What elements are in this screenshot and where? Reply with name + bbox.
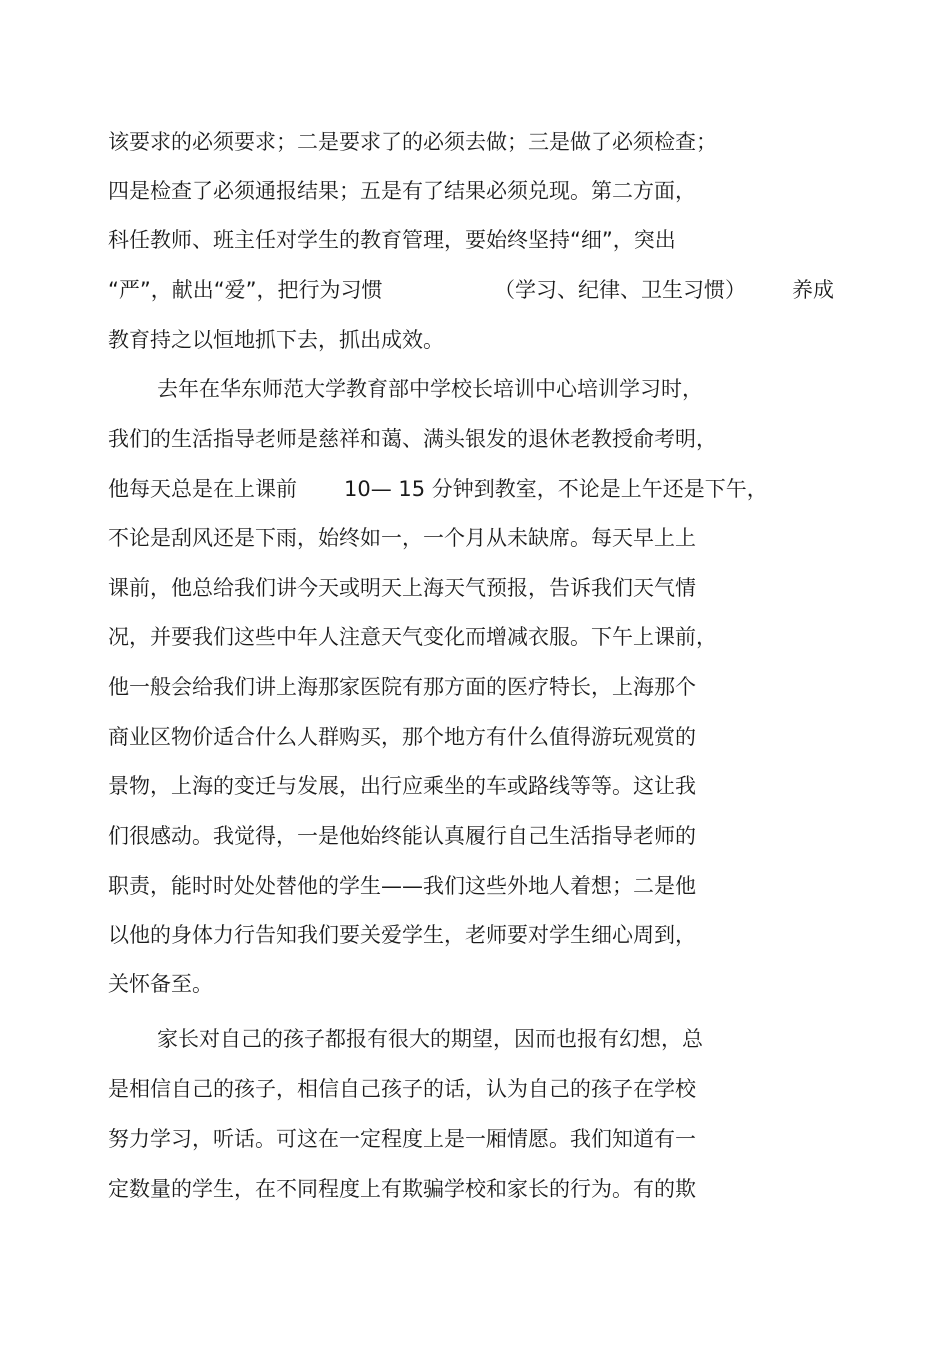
paragraph-3-line-1: 家长对自己的孩子都报有很大的期望，因而也报有幻想，总 (157, 1027, 703, 1051)
paragraph-1-line-4-part-1: “严”，献出“爱”，把行为习惯 (108, 278, 383, 302)
paragraph-2-line-10: 们很感动。我觉得，一是他始终能认真履行自己生活指导老师的 (108, 824, 696, 848)
paragraph-2-line-6: 况，并要我们这些中年人注意天气变化而增减衣服。下午上课前， (108, 625, 717, 649)
paragraph-2-line-11: 职责，能时时处处替他的学生——我们这些外地人着想；二是他 (108, 874, 696, 898)
paragraph-2-line-5: 课前，他总给我们讲今天或明天上海天气预报，告诉我们天气情 (108, 576, 696, 600)
paragraph-1-line-4-part-3: 养成 (792, 278, 834, 302)
paragraph-1-line-2: 四是检查了必须通报结果；五是有了结果必须兑现。第二方面， (108, 179, 696, 203)
paragraph-2-line-13: 关怀备至。 (108, 972, 213, 996)
paragraph-1-line-4 (108, 275, 848, 305)
paragraph-2-line-7: 他一般会给我们讲上海那家医院有那方面的医疗特长，上海那个 (108, 675, 696, 699)
paragraph-2-line-1: 去年在华东师范大学教育部中学校长培训中心培训学习时， (157, 377, 703, 401)
paragraph-2-line-3-part-1: 他每天总是在上课前 (108, 477, 297, 501)
paragraph-1-line-5: 教育持之以恒地抓下去，抓出成效。 (108, 328, 444, 352)
paragraph-2-line-12: 以他的身体力行告知我们要关爱学生，老师要对学生细心周到， (108, 923, 696, 947)
paragraph-2-line-2: 我们的生活指导老师是慈祥和蔼、满头银发的退休老教授俞考明， (108, 427, 717, 451)
paragraph-1-line-1: 该要求的必须要求；二是要求了的必须去做；三是做了必须检查； (108, 130, 717, 154)
paragraph-3-line-4: 定数量的学生，在不同程度上有欺骗学校和家长的行为。有的欺 (108, 1177, 696, 1201)
paragraph-2-line-4: 不论是刮风还是下雨，始终如一，一个月从未缺席。每天早上上 (108, 526, 696, 550)
paragraph-2-line-3 (108, 474, 808, 504)
paragraph-1-line-4-part-2: （学习、纪律、卫生习惯） (494, 278, 746, 302)
paragraph-2-line-8: 商业区物价适合什么人群购买，那个地方有什么值得游玩观赏的 (108, 725, 696, 749)
paragraph-3-line-3: 努力学习，听话。可这在一定程度上是一厢情愿。我们知道有一 (108, 1127, 696, 1151)
paragraph-3-line-2: 是相信自己的孩子，相信自己孩子的话，认为自己的孩子在学校 (108, 1077, 696, 1101)
paragraph-2-line-3-part-2: 10— 15 分钟到教室，不论是上午还是下午， (344, 477, 768, 501)
paragraph-1-line-3: 科任教师、班主任对学生的教育管理，要始终坚持“细”，突出 (108, 228, 676, 252)
paragraph-2-line-9: 景物，上海的变迁与发展，出行应乘坐的车或路线等等。这让我 (108, 774, 696, 798)
